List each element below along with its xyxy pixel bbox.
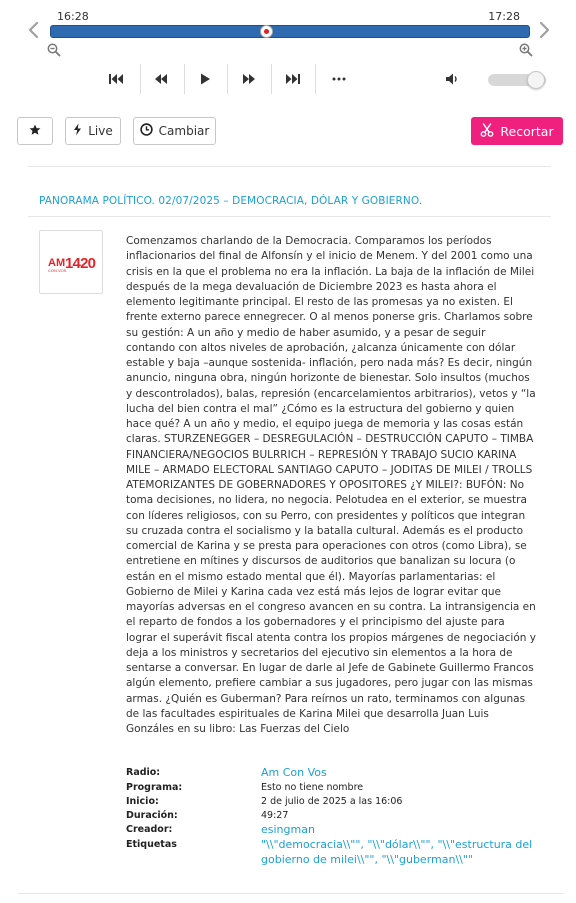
- divider: [28, 216, 551, 217]
- volume-icon[interactable]: [444, 71, 460, 87]
- episode-description: Comenzamos charlando de la Democracia. Comparamos los períodos inflacionarios del final de Alfonsín y el inicio de Menem. Y del 2001 como una crisis en la que el problema no era la inflación. La baja de la inflación de Milei después de la mega devaluación de Diciembre 2023 es hasta ahora el elemento legitimante principal. El resto de las promesas ya no existen. El frente externo parece ennegrecer. O al menos ponerse gris. Charlamos sobre su gestión: A un año y medio de haber asumido, y a pesar de seguir contando con altos niveles de aprobación, ¿alcanza únicamente con dólar estable y baja –aunque sostenida- inflación, pero nada más? Es decir, ningún anuncio, ninguna obra, ningún horizonte de bienestar. Solo insultos (muchos y descontrolados), balas, represión (encarcelamientos arbitrarios), vetos y “la lucha del bien contra el mal” ¿Cómo es la estructura del gobierno y quien hace qué? A un año y medio, el equipo juega de memoria y las cosas están claras. STURZENEGGER – DESREGULACIÓN – DESTRUCCIÓN CAPUTO – TIMBA FINANCIERA/NEGOCIOS BULRRICH – REPRESIÓN Y TRABAJO SUCIO KARINA MILE – ARMADO ELECTORAL SANTIAGO CAPUTO – JODITAS DE MILEI / TROLLS ATEMORIZANTES DE GOBERNADORES Y OPOSITORES ¿Y MILEI?: BUFÓN: No toma decisiones, no lidera, no negocia. Pelotudea en el exterior, se muestra con líderes religiosos, con su Perro, con presidentes y políticos que integran su cruzada contra el socialismo y la batalla cultural. Además es el producto comercial de Karina y se presta para operaciones con otros (como Libra), se entretiene en mítines y discursos de auditorios que banalizan su locura (o están en el mismo estado mental que él). Mayorías parlamentarias: el Gobierno de Milei y Karina cada vez está más lejos de lograr evitar que mayorías adversas en el congreso avancen en su contra. La intransigencia en el reparto de fondos a los gobernadores y el principismo del ajuste para lograr el superávit fiscal atenta contra los propios márgenes de negociación y deja a los ministros y secretarios del ejecutivo sin elementos a la hora de sentarse a conversar. En lugar de darle al Jefe de Gabinete Guillermo Francos algún elemento, prefiere cambiar a sus jugadores, pero jugar con las mismas armas. ¿Quién es Guberman? Para reírnos un rato, terminamos con algunas de las facultades espirituales de Karina Milei que desarrolla Juan Luis Gonzáles en su libro: Las Fuerzas del Cielo: [126, 235, 536, 735]
- zoom-out-icon[interactable]: [47, 42, 61, 56]
- zoom-in-icon[interactable]: [519, 42, 533, 56]
- volume-slider-knob[interactable]: [527, 71, 545, 89]
- radio-label: Radio:: [126, 767, 161, 778]
- station-logo: [39, 230, 103, 294]
- scissors-icon: [480, 123, 494, 140]
- chevron-left-icon[interactable]: [26, 20, 42, 40]
- play-icon[interactable]: [187, 66, 223, 92]
- creator-link[interactable]: esingman: [261, 823, 315, 836]
- creator-label: Creador:: [126, 824, 173, 835]
- program-value: Esto no tiene nombre: [261, 782, 364, 793]
- svg-text:CON VOS: CON VOS: [48, 268, 67, 273]
- fast-forward-icon[interactable]: [231, 66, 267, 92]
- chevron-right-icon[interactable]: [536, 20, 552, 40]
- bolt-icon: [73, 123, 82, 139]
- divider: [184, 64, 185, 94]
- favorite-button[interactable]: [17, 117, 53, 145]
- skip-back-icon[interactable]: [98, 66, 134, 92]
- start-value: 2 de julio de 2025 a las 16:06: [261, 796, 403, 807]
- rewind-icon[interactable]: [143, 66, 179, 92]
- svg-text:1420: 1420: [65, 255, 96, 272]
- skip-forward-icon[interactable]: [275, 66, 311, 92]
- start-label: Inicio:: [126, 796, 159, 807]
- live-button-label: Live: [88, 124, 113, 138]
- divider: [18, 893, 563, 894]
- change-button[interactable]: [133, 117, 216, 145]
- program-label: Programa:: [126, 782, 183, 793]
- cut-button[interactable]: [471, 117, 563, 145]
- divider: [140, 64, 141, 94]
- timeline-track[interactable]: [50, 25, 530, 38]
- live-button[interactable]: [65, 117, 121, 145]
- divider: [315, 64, 316, 94]
- more-icon[interactable]: [321, 66, 357, 92]
- radio-link[interactable]: Am Con Vos: [261, 766, 327, 779]
- episode-heading: PANORAMA POLÍTICO. 02/07/2025 – DEMOCRACIA, DÓLAR Y GOBIERNO.: [39, 195, 423, 207]
- tags-label: Etiquetas: [126, 839, 177, 850]
- cut-button-label: Recortar: [500, 123, 554, 139]
- divider: [28, 166, 551, 167]
- divider: [271, 64, 272, 94]
- timeline-end-time: 17:28: [488, 10, 520, 23]
- star-icon: [29, 124, 41, 139]
- duration-value: 49:27: [261, 810, 289, 821]
- timeline-playhead[interactable]: [260, 25, 273, 38]
- change-button-label: Cambiar: [158, 124, 210, 138]
- timeline-start-time: 16:28: [57, 10, 89, 23]
- svg-text:AM: AM: [48, 257, 66, 269]
- divider: [227, 64, 228, 94]
- clock-icon: [140, 123, 153, 139]
- duration-label: Duración:: [126, 810, 178, 821]
- tags-list[interactable]: "\\"democracia\\"", "\\"dólar\\"", "\\"estructura del gobierno de milei\\"", "\\"guberman\\"": [261, 838, 533, 866]
